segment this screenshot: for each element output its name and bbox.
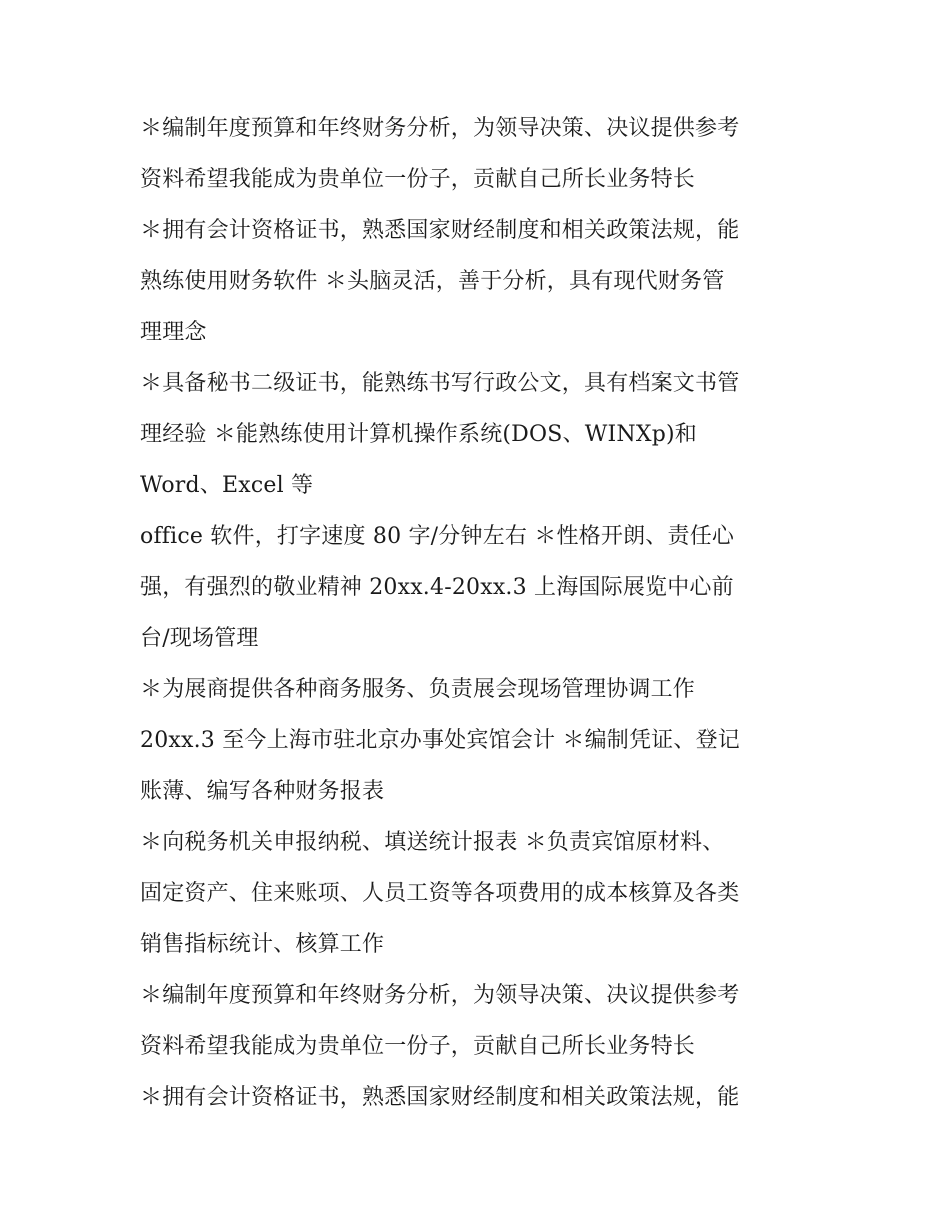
text-line: 固定资产、住来账项、人员工资等各项费用的成本核算及各类 [140,881,740,906]
text-line: 销售指标统计、核算工作 [140,932,385,957]
text-line: ＊具备秘书二级证书，能熟练书写行政公文，具有档案文书管 [140,371,740,396]
text-line: ＊为展商提供各种商务服务、负责展会现场管理协调工作 [140,677,696,702]
document-body [140,107,830,1127]
text-line: 账薄、编写各种财务报表 [140,779,385,804]
text-line: Word、Excel 等 [140,473,314,498]
text-line: 资料希望我能成为贵单位一份子，贡献自己所长业务特长 [140,167,696,192]
text-line: 资料希望我能成为贵单位一份子，贡献自己所长业务特长 [140,1034,696,1059]
text-line: 理经验 ＊能熟练使用计算机操作系统(DOS、WINXp)和 [140,422,698,447]
text-line: 强，有强烈的敬业精神 20xx.4-20xx.3 上海国际展览中心前 [140,575,734,600]
text-line: ＊编制年度预算和年终财务分析，为领导决策、决议提供参考 [140,983,740,1008]
text-line: office 软件，打字速度 80 字/分钟左右 ＊性格开朗、责任心 [140,524,735,549]
text-line: 理理念 [140,320,207,345]
text-line: 熟练使用财务软件 ＊头脑灵活，善于分析，具有现代财务管 [140,269,725,294]
text-line: 台/现场管理 [140,626,259,651]
text-line: 20xx.3 至今上海市驻北京办事处宾馆会计 ＊编制凭证、登记 [140,728,740,753]
text-line: ＊编制年度预算和年终财务分析，为领导决策、决议提供参考 [140,116,740,141]
text-line: ＊拥有会计资格证书，熟悉国家财经制度和相关政策法规，能 [140,218,740,243]
text-line: ＊向税务机关申报纳税、填送统计报表 ＊负责宾馆原材料、 [140,830,725,855]
text-line: ＊拥有会计资格证书，熟悉国家财经制度和相关政策法规，能 [140,1085,740,1110]
